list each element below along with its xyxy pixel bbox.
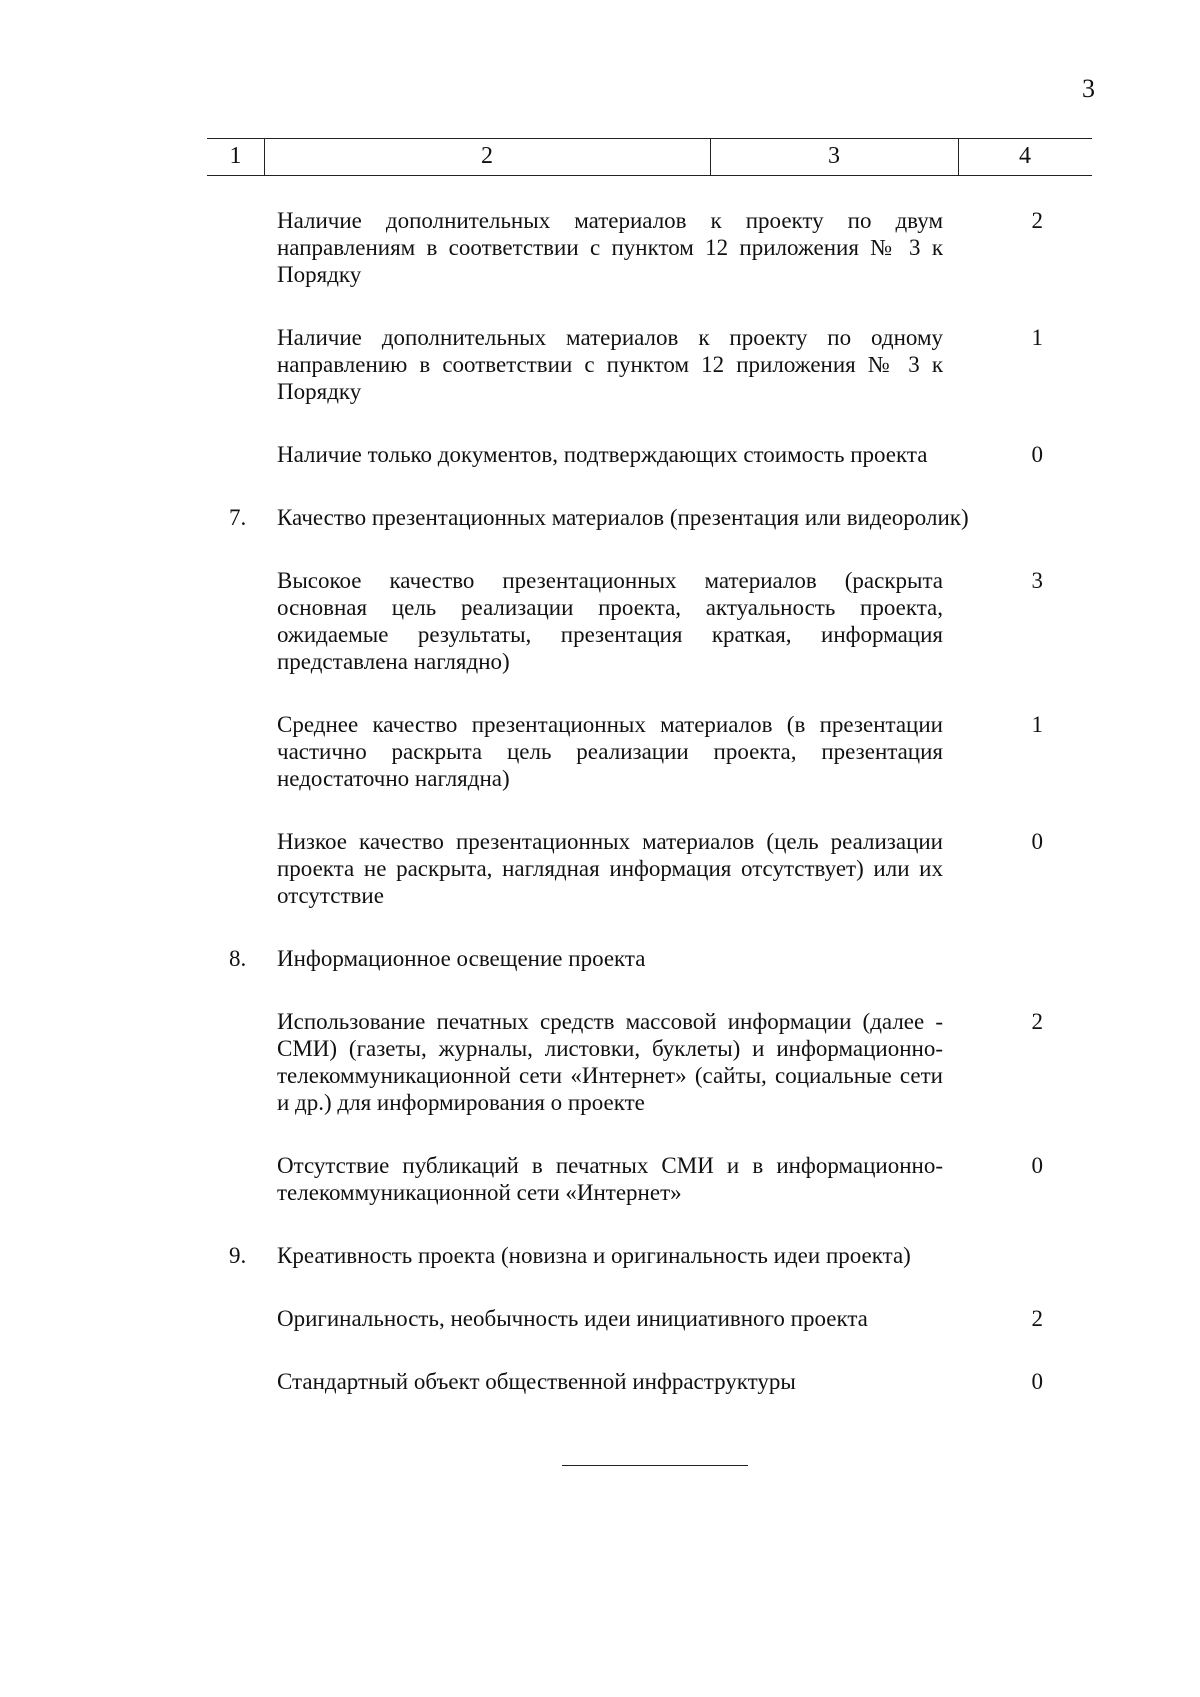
criterion-row	[207, 711, 1107, 792]
criterion-row	[207, 567, 1107, 675]
criterion-score: 1	[1031, 712, 1043, 737]
criterion-score: 0	[1031, 829, 1043, 854]
header-col-4: 4	[1019, 143, 1031, 169]
section-heading-row	[207, 504, 1107, 531]
criterion-row	[207, 1305, 1107, 1332]
criterion-text: Наличие дополнительных материалов к проекту по одному направлению в соответствии с пунктом 12 приложения № 3 к Порядку	[277, 325, 943, 404]
criterion-text: Отсутствие публикаций в печатных СМИ и в информационно-телекоммуникационной сети «Интернет»	[277, 1153, 943, 1205]
criterion-row	[207, 1008, 1107, 1116]
criterion-score: 3	[1031, 568, 1043, 593]
criterion-score: 2	[1031, 1009, 1043, 1034]
criterion-score: 0	[1031, 1153, 1043, 1178]
section-number: 8.	[229, 946, 247, 971]
header-col-2: 2	[481, 143, 493, 169]
criterion-text: Наличие только документов, подтверждающих стоимость проекта	[277, 442, 928, 467]
criterion-score: 0	[1031, 442, 1043, 467]
criterion-text: Стандартный объект общественной инфраструктуры	[277, 1369, 796, 1394]
end-divider	[562, 1465, 748, 1466]
criterion-row	[207, 1368, 1107, 1395]
criterion-text: Среднее качество презентационных материалов (в презентации частично раскрыта цель реализации проекта, презентация недостаточно наглядна)	[277, 712, 943, 791]
section-heading: Информационное освещение проекта	[277, 946, 646, 971]
section-number: 7.	[229, 505, 247, 530]
criterion-row	[207, 828, 1107, 909]
criterion-row	[207, 1152, 1107, 1206]
table-header	[207, 138, 1092, 176]
criterion-score: 0	[1031, 1369, 1043, 1394]
section-heading: Качество презентационных материалов (презентация или видеоролик)	[277, 505, 969, 530]
header-col-3: 3	[828, 143, 840, 169]
criterion-score: 1	[1031, 325, 1043, 350]
section-number: 9.	[229, 1243, 247, 1268]
criterion-text: Использование печатных средств массовой информации (далее - СМИ) (газеты, журналы, листовки, буклеты) и информационно-телекоммуникационной сети «Интернет» (сайты, социальные сети и др.) для информирования о проекте	[277, 1009, 943, 1115]
criterion-row	[207, 324, 1107, 405]
criteria-list	[207, 207, 1107, 1395]
page-number: 3	[1082, 74, 1095, 103]
criterion-text: Оригинальность, необычность идеи инициативного проекта	[277, 1306, 868, 1331]
header-col-1: 1	[229, 143, 242, 169]
criterion-score: 2	[1031, 1306, 1043, 1331]
section-heading: Креативность проекта (новизна и оригинальность идеи проекта)	[277, 1243, 911, 1268]
criterion-row	[207, 207, 1107, 288]
section-heading-row	[207, 1242, 1107, 1269]
criterion-text: Наличие дополнительных материалов к проекту по двум направлениям в соответствии с пунктом 12 приложения № 3 к Порядку	[277, 208, 943, 287]
criterion-row	[207, 441, 1107, 468]
criterion-text: Высокое качество презентационных материалов (раскрыта основная цель реализации проекта, актуальность проекта, ожидаемые результаты, презентация краткая, информация представлена наглядно)	[277, 568, 943, 674]
criterion-score: 2	[1031, 208, 1043, 233]
criterion-text: Низкое качество презентационных материалов (цель реализации проекта не раскрыта, наглядная информация отсутствует) или их отсутствие	[277, 829, 943, 908]
section-heading-row	[207, 945, 1107, 972]
